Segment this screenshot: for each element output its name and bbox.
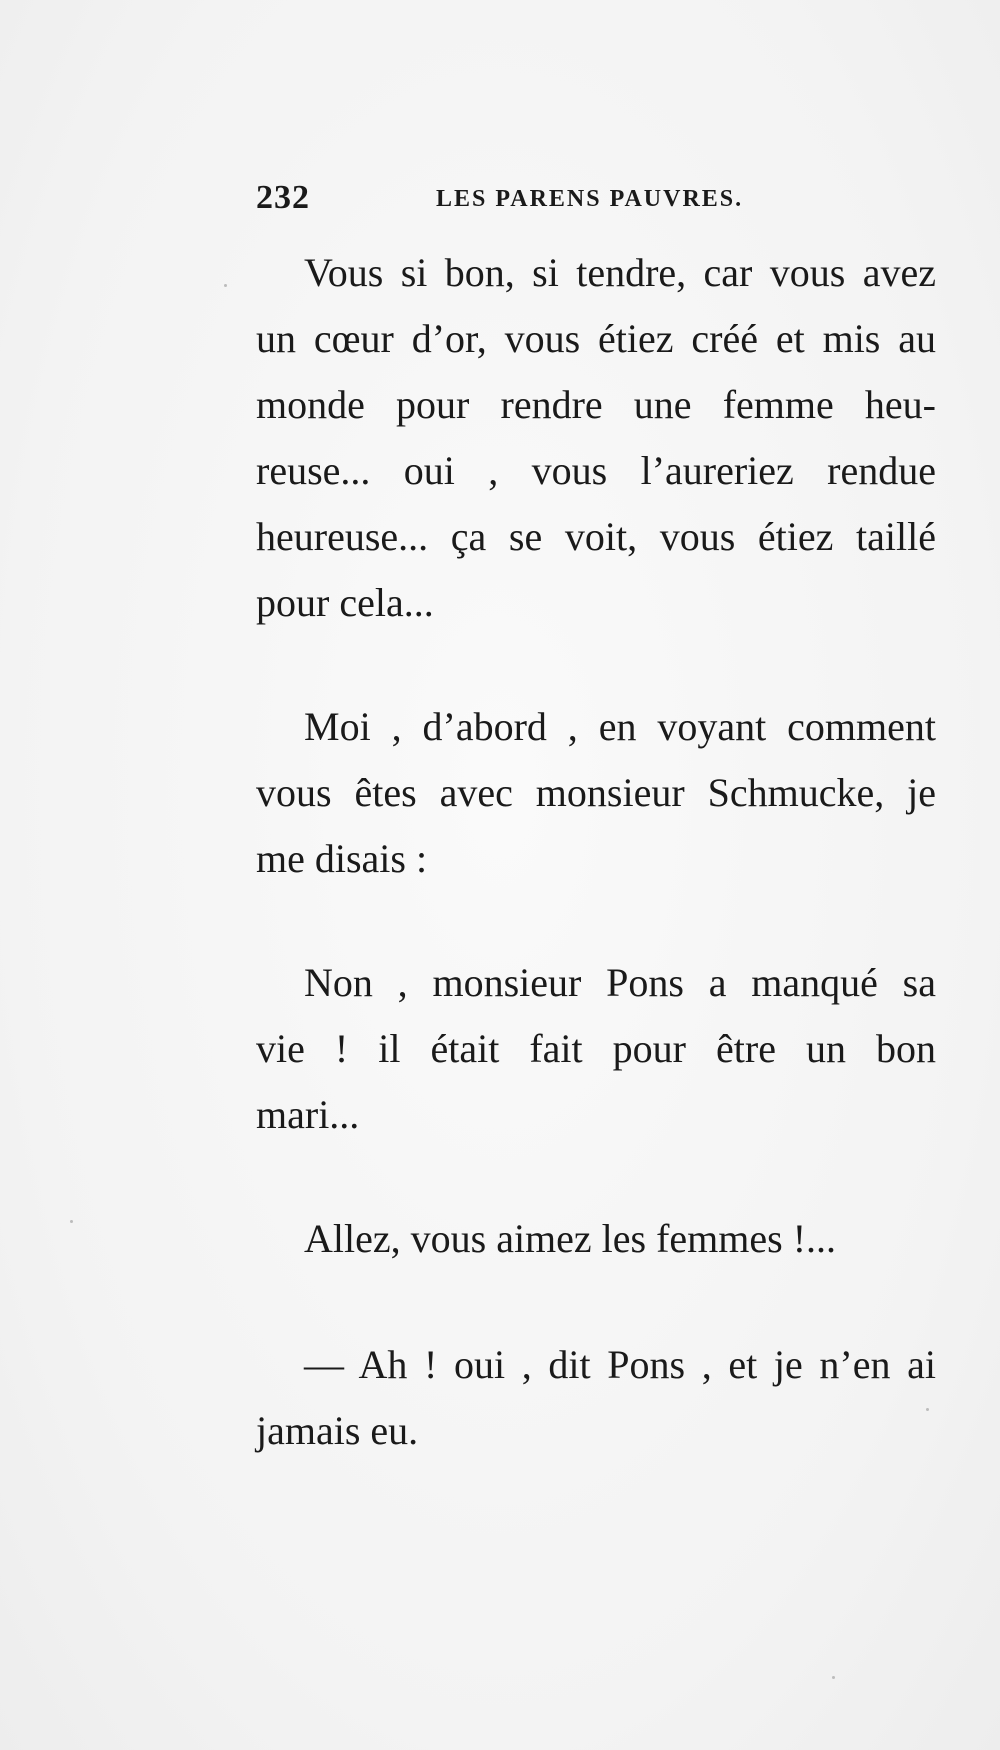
- body-text: [256, 240, 936, 1464]
- text-line: un cœur d’or, vous étiez créé et mis au: [256, 316, 936, 361]
- paragraph-4: [256, 1206, 936, 1272]
- text-line: heureuse... ça se voit, vous étiez taillé: [256, 514, 936, 559]
- text-line: me disais :: [256, 836, 428, 881]
- paragraph-3: [256, 950, 936, 1148]
- running-title: LES PARENS PAUVRES.: [436, 186, 744, 212]
- paper-speck: [926, 1408, 929, 1411]
- paragraph-1: [256, 240, 936, 636]
- running-head: [256, 176, 776, 220]
- paragraph-gap: [256, 636, 936, 694]
- paragraph-gap: [256, 1272, 936, 1332]
- paper-speck: [70, 1220, 73, 1223]
- text-line: vous êtes avec monsieur Schmucke, je: [256, 770, 936, 815]
- text-line: — Ah ! oui , dit Pons , et je n’en ai: [304, 1342, 936, 1387]
- page-number: 232: [256, 179, 310, 216]
- paper-speck: [832, 1676, 835, 1679]
- text-line: Vous si bon, si tendre, car vous avez: [304, 250, 936, 295]
- text-line: Non , monsieur Pons a manqué sa: [304, 960, 936, 1005]
- paragraph-gap: [256, 1148, 936, 1206]
- text-line: pour cela...: [256, 580, 434, 625]
- paragraph-2: [256, 694, 936, 892]
- text-line: Allez, vous aimez les femmes !...: [304, 1216, 837, 1261]
- text-line: Moi , d’abord , en voyant comment: [304, 704, 936, 749]
- text-line: vie ! il était fait pour être un bon: [256, 1026, 936, 1071]
- paper-speck: [224, 284, 227, 287]
- text-line: mari...: [256, 1092, 360, 1137]
- text-line: jamais eu.: [256, 1408, 419, 1453]
- paragraph-5: [256, 1332, 936, 1464]
- text-line: reuse... oui , vous l’aureriez rendue: [256, 448, 936, 493]
- text-line: monde pour rendre une femme heu-: [256, 382, 936, 427]
- paragraph-gap: [256, 892, 936, 950]
